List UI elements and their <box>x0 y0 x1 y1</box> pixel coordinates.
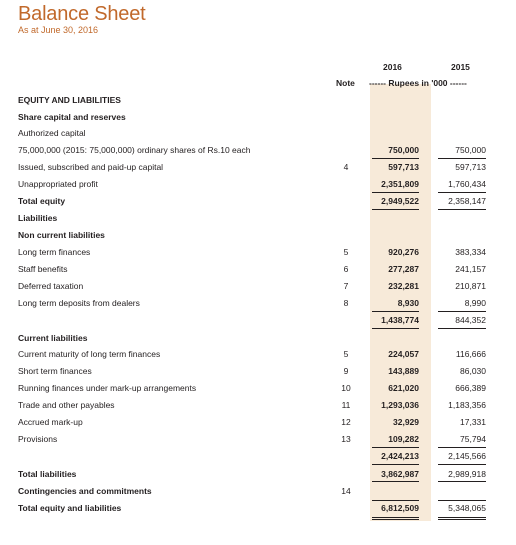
table-row <box>0 193 516 210</box>
row-label: Deferred taxation <box>18 281 84 291</box>
rule <box>372 311 419 312</box>
table-row <box>0 295 516 312</box>
row-note: 4 <box>343 162 349 172</box>
row-note: 13 <box>341 434 351 444</box>
table-row <box>0 500 516 517</box>
value-2015: 750,000 <box>455 145 486 155</box>
value-2015: 597,713 <box>455 162 486 172</box>
value-2015: 383,334 <box>455 247 486 257</box>
table-row <box>0 142 516 159</box>
value-2015: 5,348,065 <box>448 503 486 513</box>
rule <box>438 500 486 501</box>
table-row <box>0 380 516 397</box>
row-label: Staff benefits <box>18 264 68 274</box>
rule <box>372 447 419 448</box>
rule <box>438 311 486 312</box>
page-title: Balance Sheet <box>18 3 146 25</box>
rule <box>438 519 486 520</box>
note-header: Note <box>336 78 355 88</box>
row-note: 9 <box>343 366 349 376</box>
row-label: Long term finances <box>18 247 91 257</box>
value-2015: 17,331 <box>460 417 486 427</box>
units-header: ------ Rupees in '000 ------ <box>369 78 467 88</box>
row-note: 5 <box>343 349 349 359</box>
table-row <box>0 227 516 244</box>
year-2015-header: 2015 <box>451 62 470 72</box>
value-2015: 1,760,434 <box>448 179 486 189</box>
row-label: Trade and other payables <box>18 400 115 410</box>
table-row <box>0 125 516 142</box>
value-2016: 1,438,774 <box>381 315 419 325</box>
rule <box>438 481 486 482</box>
table-row <box>0 312 516 329</box>
table-row <box>0 278 516 295</box>
table-row <box>0 159 516 176</box>
table-row <box>0 397 516 414</box>
table-row <box>0 92 516 109</box>
value-2016: 109,282 <box>388 434 419 444</box>
value-2015: 8,990 <box>464 298 486 308</box>
row-label: Authorized capital <box>18 128 86 138</box>
value-2015: 75,794 <box>460 434 486 444</box>
value-2016: 750,000 <box>388 145 419 155</box>
row-note: 10 <box>341 383 351 393</box>
page-subtitle: As at June 30, 2016 <box>18 25 99 35</box>
table-row <box>0 176 516 193</box>
table-row <box>0 346 516 363</box>
rule <box>372 517 419 518</box>
table-row <box>0 210 516 227</box>
value-2016: 277,287 <box>388 264 419 274</box>
value-2015: 2,989,918 <box>448 469 486 479</box>
value-2016: 2,949,522 <box>381 196 419 206</box>
rule <box>438 517 486 518</box>
value-2016: 621,020 <box>388 383 419 393</box>
rule <box>438 209 486 210</box>
value-2016: 2,351,809 <box>381 179 419 189</box>
row-note: 14 <box>341 486 351 496</box>
value-2016: 8,930 <box>397 298 419 308</box>
row-note: 8 <box>343 298 349 308</box>
rule <box>438 447 486 448</box>
table-row <box>0 109 516 126</box>
rule <box>438 158 486 159</box>
row-label: Provisions <box>18 434 58 444</box>
rule <box>372 519 419 520</box>
value-2015: 86,030 <box>460 366 486 376</box>
table-row <box>0 431 516 448</box>
row-note: 12 <box>341 417 351 427</box>
rule <box>372 500 419 501</box>
row-label: Issued, subscribed and paid-up capital <box>18 162 164 172</box>
value-2015: 2,358,147 <box>448 196 486 206</box>
row-note: 7 <box>343 281 349 291</box>
row-label: Accrued mark-up <box>18 417 83 427</box>
row-label: Running finances under mark-up arrangements <box>18 383 197 393</box>
rule <box>372 158 419 159</box>
rule <box>438 192 486 193</box>
rule <box>438 464 486 465</box>
row-note: 6 <box>343 264 349 274</box>
row-note: 11 <box>341 400 351 410</box>
row-label: Unappropriated profit <box>18 179 98 189</box>
row-label: Liabilities <box>18 213 58 223</box>
table-row <box>0 363 516 380</box>
value-2016: 143,889 <box>388 366 419 376</box>
value-2016: 224,057 <box>388 349 419 359</box>
rule <box>438 328 486 329</box>
value-2015: 1,183,356 <box>448 400 486 410</box>
row-label: Share capital and reserves <box>18 112 126 122</box>
value-2015: 210,871 <box>455 281 486 291</box>
value-2016: 3,862,987 <box>381 469 419 479</box>
row-label: Non current liabilities <box>18 230 105 240</box>
row-label: EQUITY AND LIABILITIES <box>18 95 121 105</box>
rule <box>372 481 419 482</box>
rule <box>372 328 419 329</box>
value-2015: 241,157 <box>455 264 486 274</box>
row-label: Total equity and liabilities <box>18 503 122 513</box>
value-2016: 6,812,509 <box>381 503 419 513</box>
table-row <box>0 483 516 500</box>
row-label: Current liabilities <box>18 333 88 343</box>
row-label: 75,000,000 (2015: 75,000,000) ordinary shares of Rs.10 each <box>18 145 251 155</box>
value-2016: 597,713 <box>388 162 419 172</box>
row-label: Total equity <box>18 196 66 206</box>
value-2015: 2,145,566 <box>448 451 486 461</box>
table-row <box>0 330 516 347</box>
value-2016: 2,424,213 <box>381 451 419 461</box>
year-2016-header: 2016 <box>383 62 402 72</box>
value-2016: 32,929 <box>393 417 419 427</box>
value-2015: 666,389 <box>455 383 486 393</box>
value-2016: 920,276 <box>388 247 419 257</box>
table-row <box>0 414 516 431</box>
row-label: Long term deposits from dealers <box>18 298 140 308</box>
table-row <box>0 448 516 465</box>
value-2016: 232,281 <box>388 281 419 291</box>
row-label: Contingencies and commitments <box>18 486 152 496</box>
value-2015: 844,352 <box>455 315 486 325</box>
rule <box>372 209 419 210</box>
table-row <box>0 244 516 261</box>
value-2015: 116,666 <box>455 349 486 359</box>
rule <box>372 192 419 193</box>
table-row <box>0 261 516 278</box>
row-label: Total liabilities <box>18 469 77 479</box>
row-label: Current maturity of long term finances <box>18 349 161 359</box>
row-label: Short term finances <box>18 366 92 376</box>
rule <box>372 464 419 465</box>
value-2016: 1,293,036 <box>381 400 419 410</box>
row-note: 5 <box>343 247 349 257</box>
